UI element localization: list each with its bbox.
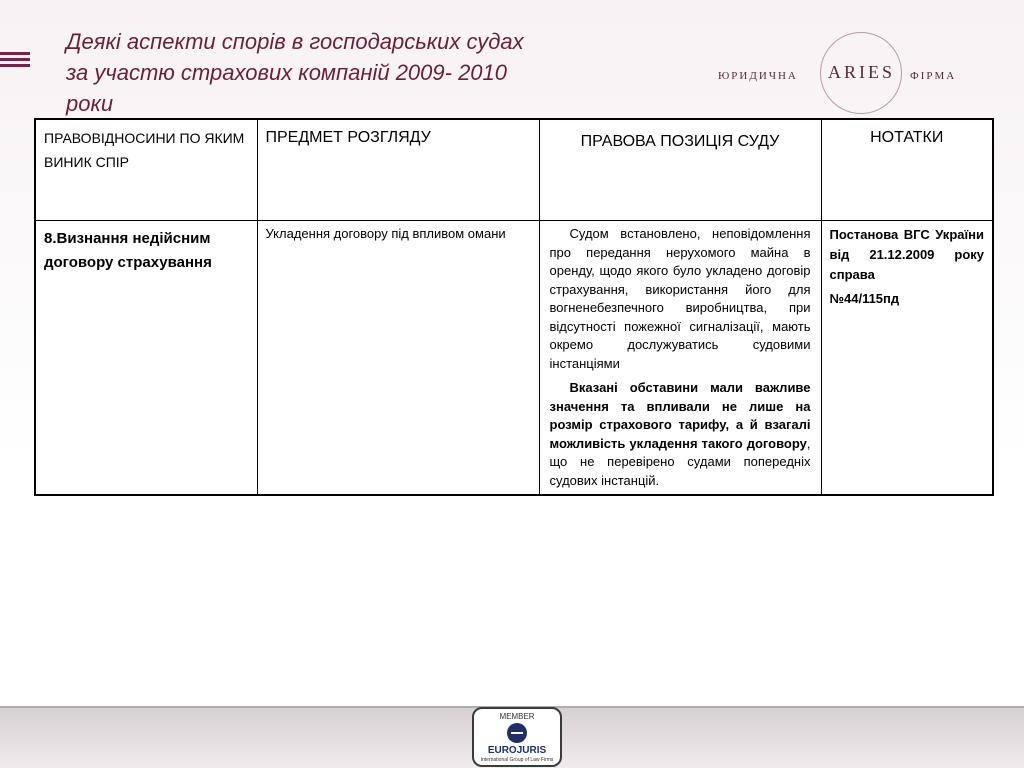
header-court-position: ПРАВОВА ПОЗИЦІЯ СУДУ — [539, 119, 821, 221]
title-line-2: за участю страхових компаній 2009- 2010 — [66, 60, 508, 85]
court-position-bold: Вказані обставини мали важливе значення та впливали не лише на розмір страхового тарифу, а й взагалі можливість укладення такого договору — [549, 380, 811, 451]
title-line-1: Деякі аспекти спорів в господарських судах — [66, 29, 524, 54]
court-position-paragraph-1: Судом встановлено, неповідомлення про передання нерухомого майна в оренду, щодо якого було укладено договір страхування, використання його для вогненебезпечного виробництва, при відсутності пожежної сигналізації, мають окремо дослужуватись судовими інстанціями — [549, 226, 811, 371]
table-header-row — [35, 119, 993, 221]
badge-member-label: MEMBER — [499, 712, 535, 721]
court-position-paragraph-2 — [550, 379, 811, 490]
court-position-rest: , що не перевірено судами попередніх судових інстанцій. — [549, 435, 811, 488]
left-decoration-bars — [0, 52, 30, 70]
cell-court-position — [539, 221, 821, 496]
header-subject: ПРЕДМЕТ РОЗГЛЯДУ — [257, 119, 539, 221]
header-notes: НОТАТКИ — [821, 119, 993, 221]
cell-relations: 8.Визнання недійсним договору страхування — [35, 221, 257, 496]
aries-logo — [716, 28, 976, 112]
logo-brand-text: ARIES — [828, 62, 896, 82]
slide-title — [66, 26, 676, 119]
cell-notes — [821, 221, 993, 496]
logo-right-text: ФІРМА — [910, 70, 957, 82]
header-relations-line2: ВИНИК СПІР — [44, 154, 130, 170]
disputes-table — [34, 118, 994, 496]
table-row — [35, 221, 993, 496]
badge-subtitle: International Group of Law Firms — [480, 757, 554, 763]
eurojuris-logo-icon — [507, 723, 527, 743]
header-relations — [35, 119, 257, 221]
title-line-3: роки — [66, 91, 114, 116]
notes-case-number: №44/115пд — [829, 291, 900, 306]
header-relations-line1: ПРАВОВІДНОСИНИ ПО ЯКИМ — [44, 130, 245, 146]
logo-left-text: ЮРИДИЧНА — [718, 70, 798, 82]
cell-subject: Укладення договору під впливом омани — [257, 221, 539, 496]
eurojuris-member-badge — [472, 707, 562, 767]
badge-name: EUROJURIS — [487, 745, 547, 756]
notes-resolution: Постанова ВГС України від 21.12.2009 року справа — [829, 227, 984, 282]
